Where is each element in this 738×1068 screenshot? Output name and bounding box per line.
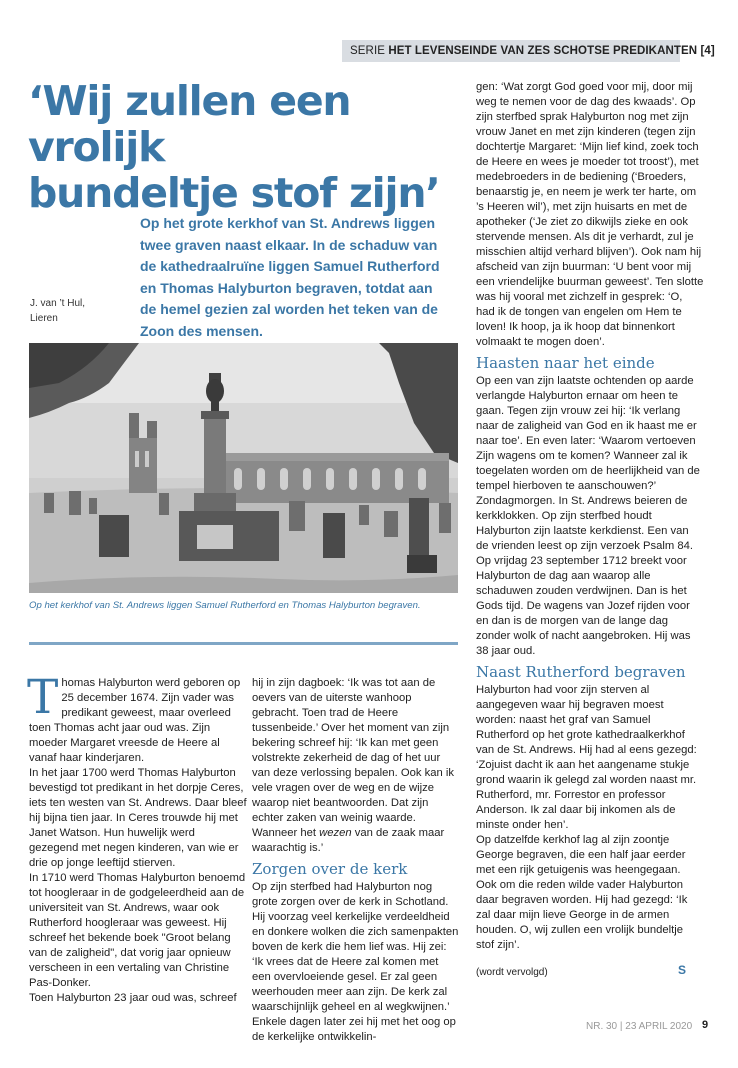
- paragraph: [27, 670, 247, 766]
- continuation-text: (wordt vervolgd): [476, 967, 548, 978]
- paragraph: Zondagmorgen. In St. Andrews beieren de kerkklokken. Op zijn sterfbed houdt Halyburton zijn laatste kerkdienst. Een van de vrienden leest op zijn verzoek Psalm 84. Op vrijdag 23 september 1712 breekt voor Halyburton de dag aan waarop alle schaduwen zouden verdwijnen. Dan is het Gods tijd. De wagens van Jozef rijden voor en dan is de morgen van de lange dag zonder wolk of nacht aangebroken. Hij was 38 jaar oud.: [476, 495, 693, 657]
- author-name: J. van ’t Hul,: [30, 298, 86, 309]
- paragraph-text: hij in zijn dagboek: ‘Ik was tot aan de oevers van de uiterste wanhoop gebracht. Toen trad de Heere tussenbeide.’ Over het moment van zijn bekering schreef hij: ‘Ik kan met geen volstrekte zekerheid de dag of het uur van deze verlossing bepalen. Ook kan ik vele vragen over de weg en de wijze waarop niet beantwoorden. Dat zijn echter zaken van weinig waarde. Wanneer het: [252, 677, 454, 839]
- paragraph: [252, 676, 460, 856]
- issue-info: NR. 30 | 23 APRIL 2020: [586, 1021, 693, 1032]
- title-line-1: ‘Wij zullen een vrolijk: [28, 77, 351, 171]
- subheading: Zorgen over de kerk: [252, 860, 408, 878]
- article-title: [28, 78, 468, 216]
- series-banner: [342, 40, 715, 62]
- column-2: [252, 676, 460, 1045]
- page-number: 9: [702, 1019, 709, 1031]
- subheading: Naast Rutherford begraven: [476, 663, 686, 681]
- column-1: [27, 670, 247, 1006]
- lead-paragraph: Op het grote kerkhof van St. Andrews liggen twee graven naast elkaar. In de schaduw van de kathedraalruïne liggen Samuel Rutherford en Thomas Halyburton begraven, totdat aan de hemel gezien zal worden het teken van de Zoon des mensen.: [140, 215, 440, 339]
- series-prefix: SERIE: [350, 45, 386, 57]
- photo-caption: Op het kerkhof van St. Andrews liggen Samuel Rutherford en Thomas Halyburton begraven.: [29, 600, 421, 611]
- subheading: Haasten naar het einde: [476, 354, 655, 372]
- paragraph: Op zijn sterfbed had Halyburton nog grote zorgen over de kerk in Schotland. Hij voorzag veel kerkelijke verdeeldheid en donkere wolken die zich samenpakten boven de kerk die hem lief was. Hij zei: ‘Ik vrees dat de Heere zal komen met een overvloeiende gesel. Er zal geen weerhouden meer aan zijn. De kerk zal waarschijnlijk geheel en al wegkwijnen.’ Enkele dagen later zei hij met het oog op de kerkelijke ontwikkelin-: [252, 881, 459, 1043]
- paragraph: In het jaar 1700 werd Thomas Halyburton bevestigd tot predikant in het dorpje Ceres, iets ten westen van St. Andrews. Daar bleef hij bijna tien jaar. In Ceres trouwde hij met Janet Watson. Hun huwelijk werd gezegend met negen kinderen, van wie er drie op jonge leeftijd stierven.: [29, 767, 247, 869]
- drop-cap: T: [27, 670, 59, 725]
- title-line-2: bundeltje stof zijn’: [28, 169, 440, 217]
- paragraph: In 1710 werd Thomas Halyburton benoemd tot hoogleraar in de godgeleerdheid aan de universiteit van St. Andrews, waar ook Rutherford hoogleraar was geweest. Hij schreef het bekende boek "Groot belang van de zaligheid", dat vorig jaar opnieuw verscheen in een vertaling van Christine Pas-Donker.: [29, 872, 246, 989]
- emphasis: wezen: [319, 827, 352, 839]
- author-place: Lieren: [30, 313, 58, 324]
- end-mark-icon: S: [677, 963, 686, 977]
- author-credit: [30, 296, 85, 326]
- paragraph: Halyburton had voor zijn sterven al aangegeven waar hij begraven moest worden: naast het graf van Samuel Rutherford op het grote kathedraalkerkhof van de St. Andrews. Hij had al eens gezegd: ‘Zojuist dacht ik aan het aangename stukje grond waarin ik gelegd zal worden naast mr. Rutherford, mr. Forrestor en professor Anderson. Ik zal daar bij inkomen als de minste onder hen’.: [476, 684, 697, 831]
- series-title: HET LEVENSEINDE VAN ZES SCHOTSE PREDIKANTEN [4]: [388, 45, 715, 57]
- column-3: [476, 80, 704, 980]
- paragraph-text: homas Halyburton werd geboren op 25 december 1674. Zijn vader was predikant geweest, maar overleed toen Thomas acht jaar oud was. Zijn moeder Margaret vreesde de Heere al vanaf haar kinderjaren.: [29, 677, 241, 764]
- paragraph: gen: ‘Wat zorgt God goed voor mij, door mij weg te nemen voor de dag des kwaads’. Op zijn sterfbed sprak Halyburton nog met zijn vrouw Janet en met zijn kinderen (tegen zijn dochtertje Margaret: ‘Mijn lief kind, zoek toch de Heere en wees je moeder tot troost’), met medebroeders in de bediening (‘Broeders, benaarstig je, en neem je werk ter harte, om ’s Heeren wil’), met zijn huisarts en met de apotheker (‘Je ziet zo dikwijls zieke en ook stervende mensen. Als dit je verhardt, zul je misschien altijd verhard blijven’). Ook nam hij afscheid van zijn buurman: ‘U bent voor mij een vriendelijke buurman geweest’. Ten slotte was hij vooral met zichzelf in gesprek: ‘O, had ik de tongen van engelen om Hem te loven! Ik hoop, ja ik hoop dat binnenkort volmaakt te mogen doen’.: [476, 81, 704, 348]
- section-divider: [29, 642, 458, 645]
- continuation-note: [476, 965, 704, 980]
- paragraph-text: van de zaak maar waarachtig is.’: [252, 827, 445, 854]
- paragraph: Op datzelfde kerkhof lag al zijn zoontje George begraven, die een half jaar eerder met een rijk getuigenis was heengegaan. Ook om die reden wilde vader Halyburton daar begraven worden. Hij had gezegd: ‘Ik zal daar mijn lieve George in de armen houden. O, wij zullen een vrolijk bundeltje stof zijn’.: [476, 834, 688, 951]
- paragraph: Toen Halyburton 23 jaar oud was, schreef: [29, 992, 237, 1004]
- churchyard-photo: [29, 343, 458, 593]
- paragraph: Op een van zijn laatste ochtenden op aarde verlangde Halyburton ernaar om heen te gaan. Tegen zijn vrouw zei hij: ‘Ik verlang naar de zaligheid van God en ik haast me er naar toe’. En even later: ‘Waarom vertoeven Zijn wagens om te komen? Wanneer zal ik toegelaten worden om de heerlijkheid van de tempel hierboven te aanschouwen?’: [476, 375, 700, 492]
- churchyard-illustration: [29, 343, 458, 593]
